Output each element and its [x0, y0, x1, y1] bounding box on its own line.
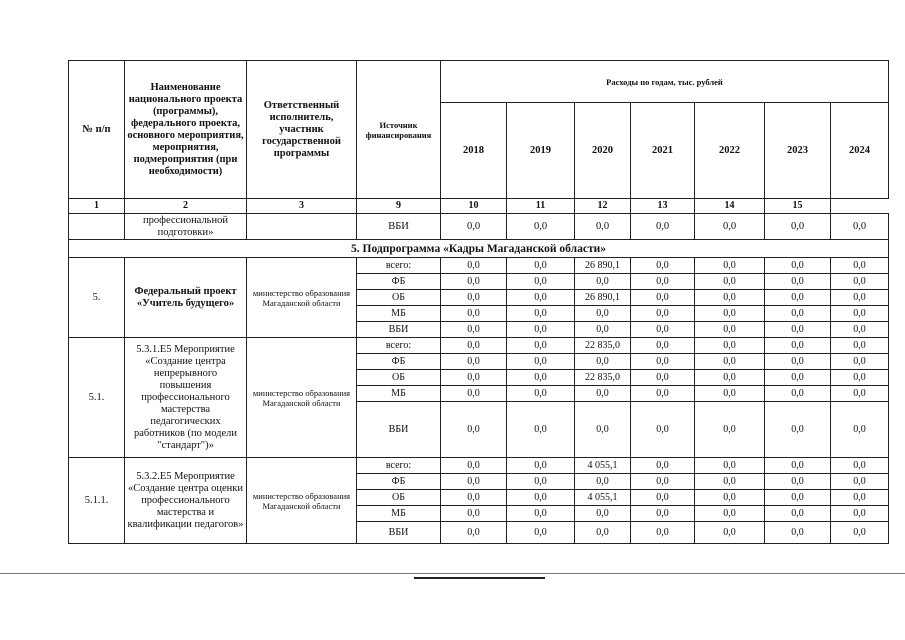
- table-row: [69, 258, 889, 274]
- value-cell: 0,0: [441, 458, 507, 474]
- value-cell: 0,0: [631, 338, 695, 354]
- value-cell: 0,0: [441, 214, 507, 240]
- carry-num: [69, 214, 125, 240]
- header-expenses: Расходы по годам, тыс. рублей: [441, 61, 889, 103]
- value-cell: 0,0: [507, 290, 575, 306]
- year-2019: 2019: [507, 103, 575, 199]
- value-cell: 0,0: [831, 386, 889, 402]
- value-cell: 0,0: [695, 386, 765, 402]
- value-cell: 26 890,1: [575, 290, 631, 306]
- value-cell: 0,0: [631, 306, 695, 322]
- value-cell: 0,0: [507, 506, 575, 522]
- value-cell: 0,0: [507, 258, 575, 274]
- value-cell: 0,0: [631, 490, 695, 506]
- value-cell: 0,0: [441, 322, 507, 338]
- value-cell: 0,0: [831, 354, 889, 370]
- value-cell: 0,0: [765, 458, 831, 474]
- column-number: 1: [69, 199, 125, 214]
- value-cell: 0,0: [831, 522, 889, 544]
- value-cell: 0,0: [765, 522, 831, 544]
- value-cell: 0,0: [831, 490, 889, 506]
- column-number: 2: [125, 199, 247, 214]
- column-number-row: [69, 199, 889, 214]
- year-2018: 2018: [441, 103, 507, 199]
- value-cell: 0,0: [765, 258, 831, 274]
- value-cell: 0,0: [441, 370, 507, 386]
- value-cell: 0,0: [831, 506, 889, 522]
- block-name: 5.3.1.Е5 Мероприятие «Создание центра непрерывного повышения профессионального мастерства педагогических работников (по модели "стандарт")»: [125, 338, 247, 458]
- value-cell: 0,0: [441, 522, 507, 544]
- header-num: № п/п: [69, 61, 125, 199]
- value-cell: 0,0: [765, 322, 831, 338]
- value-cell: 0,0: [631, 274, 695, 290]
- column-number: 15: [765, 199, 831, 214]
- column-number: 13: [631, 199, 695, 214]
- block-responsible: министерство образования Магаданской области: [247, 338, 357, 458]
- value-cell: 0,0: [441, 506, 507, 522]
- value-cell: 0,0: [695, 370, 765, 386]
- source-cell: ФБ: [357, 274, 441, 290]
- value-cell: 0,0: [631, 522, 695, 544]
- source-cell: ФБ: [357, 354, 441, 370]
- source-cell: ФБ: [357, 474, 441, 490]
- value-cell: 0,0: [507, 370, 575, 386]
- value-cell: 0,0: [765, 214, 831, 240]
- value-cell: 0,0: [441, 402, 507, 458]
- header-source: Источник финансирования: [357, 61, 441, 199]
- value-cell: 0,0: [831, 474, 889, 490]
- value-cell: 0,0: [765, 274, 831, 290]
- value-cell: 0,0: [441, 474, 507, 490]
- value-cell: 0,0: [631, 402, 695, 458]
- value-cell: 0,0: [575, 522, 631, 544]
- source-cell: ВБИ: [357, 522, 441, 544]
- value-cell: 0,0: [765, 306, 831, 322]
- value-cell: 0,0: [575, 354, 631, 370]
- column-number: 3: [247, 199, 357, 214]
- value-cell: 22 835,0: [575, 338, 631, 354]
- header-name: Наименование национального проекта (программы), федерального проекта, основного мероприятия, мероприятия, подмероприятия (при необходимости): [125, 61, 247, 199]
- page-divider: [0, 573, 905, 574]
- value-cell: 0,0: [507, 386, 575, 402]
- value-cell: 0,0: [765, 490, 831, 506]
- value-cell: 0,0: [441, 386, 507, 402]
- value-cell: 0,0: [507, 322, 575, 338]
- value-cell: 0,0: [695, 506, 765, 522]
- carry-resp: [247, 214, 357, 240]
- block-name: Федеральный проект «Учитель будущего»: [125, 258, 247, 338]
- value-cell: 0,0: [695, 354, 765, 370]
- block-name: 5.3.2.Е5 Мероприятие «Создание центра оценки профессионального мастерства и квалификации педагогов»: [125, 458, 247, 544]
- source-cell: ОБ: [357, 290, 441, 306]
- year-2022: 2022: [695, 103, 765, 199]
- table-row: [69, 458, 889, 474]
- table-body: [69, 214, 889, 544]
- year-2021: 2021: [631, 103, 695, 199]
- block-responsible: министерство образования Магаданской области: [247, 458, 357, 544]
- column-number: 14: [695, 199, 765, 214]
- carry-name: профессиональной подготовки»: [125, 214, 247, 240]
- source-cell: всего:: [357, 258, 441, 274]
- value-cell: 0,0: [831, 214, 889, 240]
- block-num: 5.1.1.: [69, 458, 125, 544]
- value-cell: 0,0: [695, 214, 765, 240]
- value-cell: 0,0: [765, 474, 831, 490]
- year-2023: 2023: [765, 103, 831, 199]
- value-cell: 0,0: [765, 402, 831, 458]
- value-cell: 0,0: [507, 490, 575, 506]
- column-number: 10: [441, 199, 507, 214]
- value-cell: 0,0: [631, 214, 695, 240]
- carry-source: ВБИ: [357, 214, 441, 240]
- value-cell: 0,0: [631, 506, 695, 522]
- value-cell: 4 055,1: [575, 458, 631, 474]
- source-cell: ВБИ: [357, 322, 441, 338]
- value-cell: 0,0: [575, 274, 631, 290]
- value-cell: 0,0: [631, 290, 695, 306]
- value-cell: 0,0: [575, 306, 631, 322]
- value-cell: 0,0: [441, 274, 507, 290]
- footer-line: [414, 577, 545, 579]
- header-responsible: Ответственный исполнитель, участник государственной программы: [247, 61, 357, 199]
- value-cell: 0,0: [831, 258, 889, 274]
- value-cell: 0,0: [507, 522, 575, 544]
- value-cell: 0,0: [765, 386, 831, 402]
- year-2024: 2024: [831, 103, 889, 199]
- block-num: 5.: [69, 258, 125, 338]
- value-cell: 0,0: [631, 458, 695, 474]
- subprogram-row: [69, 240, 889, 258]
- carry-row: [69, 214, 889, 240]
- value-cell: 0,0: [507, 306, 575, 322]
- value-cell: 0,0: [441, 258, 507, 274]
- budget-table: [68, 60, 889, 544]
- block-num: 5.1.: [69, 338, 125, 458]
- value-cell: 22 835,0: [575, 370, 631, 386]
- source-cell: ВБИ: [357, 402, 441, 458]
- source-cell: ОБ: [357, 370, 441, 386]
- value-cell: 0,0: [765, 506, 831, 522]
- value-cell: 0,0: [507, 354, 575, 370]
- value-cell: 0,0: [441, 306, 507, 322]
- value-cell: 0,0: [695, 290, 765, 306]
- value-cell: 0,0: [765, 370, 831, 386]
- value-cell: 0,0: [507, 338, 575, 354]
- value-cell: 0,0: [695, 522, 765, 544]
- value-cell: 0,0: [831, 290, 889, 306]
- value-cell: 0,0: [695, 258, 765, 274]
- subprogram-title: 5. Подпрограмма «Кадры Магаданской области»: [69, 240, 889, 258]
- value-cell: 0,0: [575, 214, 631, 240]
- value-cell: 0,0: [631, 370, 695, 386]
- source-cell: ОБ: [357, 490, 441, 506]
- source-cell: МБ: [357, 386, 441, 402]
- value-cell: 0,0: [765, 354, 831, 370]
- value-cell: 0,0: [695, 338, 765, 354]
- source-cell: МБ: [357, 506, 441, 522]
- value-cell: 0,0: [631, 354, 695, 370]
- value-cell: 0,0: [441, 354, 507, 370]
- value-cell: 26 890,1: [575, 258, 631, 274]
- value-cell: 0,0: [441, 490, 507, 506]
- value-cell: 0,0: [831, 370, 889, 386]
- value-cell: 0,0: [831, 402, 889, 458]
- value-cell: 0,0: [831, 322, 889, 338]
- value-cell: 0,0: [695, 474, 765, 490]
- value-cell: 0,0: [695, 458, 765, 474]
- value-cell: 0,0: [575, 386, 631, 402]
- source-cell: всего:: [357, 458, 441, 474]
- value-cell: 0,0: [507, 274, 575, 290]
- value-cell: 0,0: [695, 274, 765, 290]
- value-cell: 0,0: [831, 458, 889, 474]
- column-number: 11: [507, 199, 575, 214]
- value-cell: 0,0: [831, 274, 889, 290]
- source-cell: МБ: [357, 306, 441, 322]
- value-cell: 0,0: [831, 306, 889, 322]
- value-cell: 0,0: [575, 402, 631, 458]
- value-cell: 0,0: [695, 322, 765, 338]
- value-cell: 0,0: [507, 214, 575, 240]
- table-row: [69, 338, 889, 354]
- value-cell: 0,0: [695, 402, 765, 458]
- value-cell: 0,0: [507, 402, 575, 458]
- column-number: 12: [575, 199, 631, 214]
- value-cell: 0,0: [507, 458, 575, 474]
- value-cell: 0,0: [765, 338, 831, 354]
- value-cell: 0,0: [507, 474, 575, 490]
- source-cell: всего:: [357, 338, 441, 354]
- value-cell: 0,0: [441, 338, 507, 354]
- value-cell: 0,0: [575, 506, 631, 522]
- value-cell: 0,0: [631, 322, 695, 338]
- value-cell: 0,0: [575, 322, 631, 338]
- value-cell: 0,0: [631, 386, 695, 402]
- value-cell: 0,0: [831, 338, 889, 354]
- block-responsible: министерство образования Магаданской области: [247, 258, 357, 338]
- value-cell: 0,0: [695, 306, 765, 322]
- year-2020: 2020: [575, 103, 631, 199]
- value-cell: 0,0: [575, 474, 631, 490]
- value-cell: 0,0: [765, 290, 831, 306]
- column-number: 9: [357, 199, 441, 214]
- value-cell: 0,0: [631, 474, 695, 490]
- value-cell: 0,0: [631, 258, 695, 274]
- value-cell: 0,0: [695, 490, 765, 506]
- value-cell: 0,0: [441, 290, 507, 306]
- value-cell: 4 055,1: [575, 490, 631, 506]
